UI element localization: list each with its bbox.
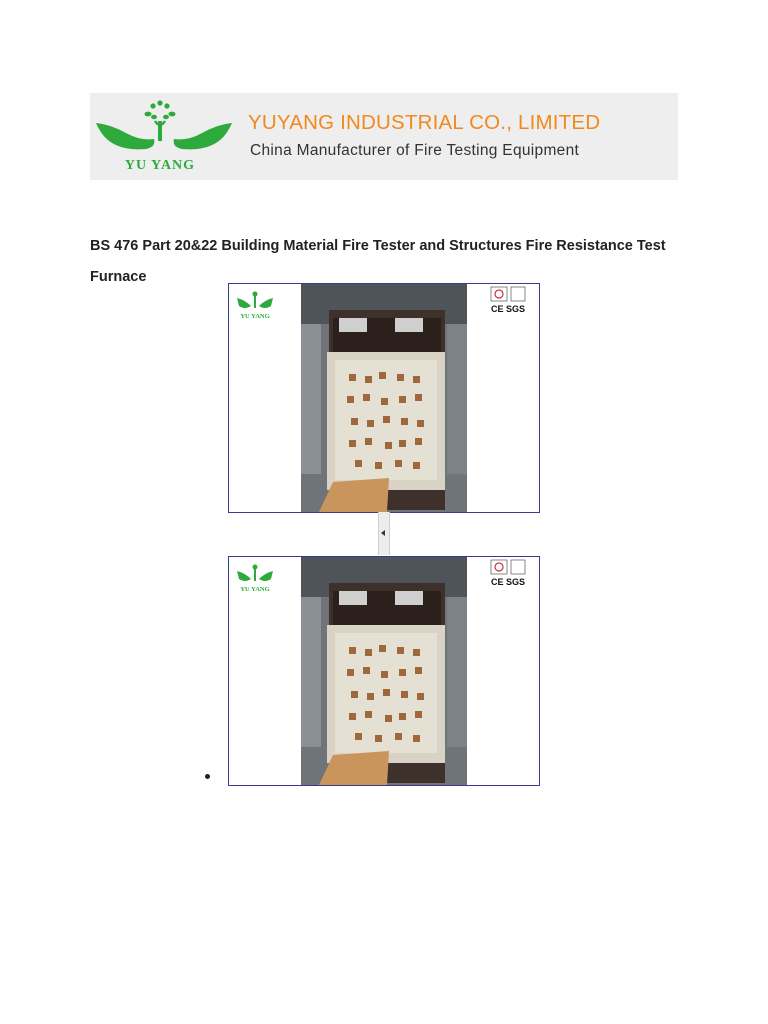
slider-prev-arrow-icon[interactable] [381,530,385,536]
furnace-photo-image [229,284,539,512]
company-tagline: China Manufacturer of Fire Testing Equipment [250,142,580,159]
logo-text: YU YANG [124,158,196,173]
photo-watermark: YU YANG [240,313,270,320]
yuyang-logo-icon [92,99,238,175]
header-banner [90,93,678,180]
cert-marks: CE SGS [491,304,526,314]
furnace-photo-image [229,557,539,785]
list-bullet [205,774,210,779]
cert-marks: CE SGS [491,577,526,587]
photo-watermark: YU YANG [240,586,270,593]
product-photo [228,556,540,786]
product-photo [228,283,540,513]
page-title: BS 476 Part 20&22 Building Material Fire Tester and Structures Fire Resistance Test Furnace [90,238,666,285]
company-name: YUYANG INDUSTRIAL CO., LIMITED [248,111,601,134]
